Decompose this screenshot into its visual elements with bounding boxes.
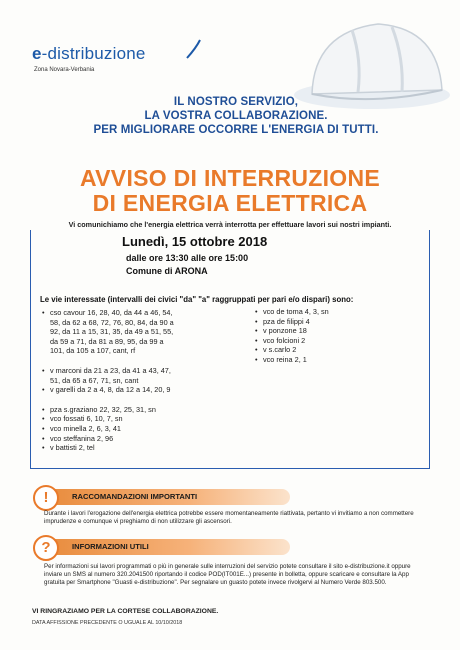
bullet: • (255, 316, 258, 326)
street-text: pza de filippi 4 (263, 316, 310, 326)
bullet: • (42, 308, 45, 317)
street-text: vco reina 2, 1 (263, 354, 307, 364)
schedule-header (122, 234, 267, 276)
e-distribuzione-logo (32, 44, 146, 73)
street-item (255, 336, 405, 346)
slogan (76, 95, 396, 137)
spacer (42, 356, 242, 366)
street-text: v battisti 2, tel (50, 443, 95, 453)
thanks-text: VI RINGRAZIAMO PER LA CORTESE COLLABORAZIONE. (32, 608, 219, 615)
street-item (42, 424, 242, 434)
street-text: v s.carlo 2 (263, 345, 297, 355)
streets-left-column (42, 308, 242, 453)
street-text: v garelli da 2 a 4, 8, da 12 a 14, 20, 9 (50, 385, 171, 395)
bullet: • (255, 354, 258, 364)
notice-title (0, 166, 460, 216)
logo-prefix: e (32, 44, 42, 63)
street-item (42, 434, 242, 444)
street-item (42, 376, 242, 386)
street-item (255, 345, 405, 355)
street-item (42, 385, 242, 395)
street-item (42, 405, 242, 415)
street-text: vco minella 2, 6, 3, 41 (50, 423, 121, 433)
street-item (42, 366, 242, 376)
outage-hours: dalle ore 13:30 alle ore 15:00 (126, 253, 249, 263)
bullet (42, 318, 50, 328)
posting-date: DATA AFFISSIONE PRECEDENTE O UGUALE AL 10/10/2018 (32, 620, 183, 626)
street-item (42, 308, 242, 318)
street-text: vco fossati 6, 10, 7, sn (50, 414, 123, 424)
street-item (42, 443, 242, 453)
streets-title: Le vie interessate (intervalli dei civici "da" "a" raggruppati per pari e/o dispari) sono: (40, 295, 354, 304)
bullet: • (255, 307, 258, 316)
title-line: DI ENERGIA ELETTRICA (92, 190, 368, 216)
street-item (255, 355, 405, 365)
info-text: Per informazioni sui lavori programmati o più in generale sulle interruzioni del servizio potete consultare il sito e-distribuzione.it oppure inviare un SMS al numero 320.2041500 riportando il codice POD(IT001E...) presente in bolletta, oppure scaricare e consultare la App gratuita per Smartphone "Guasti e-distribuzione". Per segnalare un guasto potete invece rivolgervi al Numero Verde 803.500. (44, 563, 411, 586)
bullet (42, 337, 50, 347)
recommendations-banner (40, 489, 290, 505)
street-item (42, 414, 242, 424)
logo-wordmark (32, 44, 146, 64)
street-text: v ponzone 18 (263, 326, 307, 336)
info-label: INFORMAZIONI UTILI (72, 542, 149, 551)
outage-date: Lunedì, 15 ottobre 2018 (122, 234, 268, 249)
street-text: 51, da 65 a 67, 71, sn, cant (50, 375, 139, 385)
spacer (42, 395, 242, 405)
street-text: vco de toma 4, 3, sn (263, 307, 329, 316)
street-text: 92, da 11 a 15, 31, 35, da 49 a 51, 55, (50, 327, 174, 337)
street-text: vco steffanina 2, 96 (50, 433, 114, 443)
logo-rest: -distribuzione (41, 44, 146, 63)
bullet: • (42, 385, 45, 395)
street-text: 101, da 105 a 107, cant, rf (50, 346, 136, 356)
slogan-line: LA VOSTRA COLLABORAZIONE. (144, 110, 328, 122)
street-text: vco folcioni 2 (263, 335, 306, 345)
title-line: AVVISO DI INTERRUZIONE (79, 165, 381, 191)
info-banner (40, 539, 290, 555)
street-item (42, 346, 242, 356)
bullet: • (255, 326, 258, 336)
street-text: da 59 a 71, da 81 a 89, 95, da 99 a (50, 336, 164, 346)
bullet: • (42, 404, 45, 414)
bullet: • (42, 423, 45, 433)
bullet: • (255, 345, 258, 355)
warning-icon: ! (33, 485, 59, 511)
question-icon: ? (33, 535, 59, 561)
zone-label: Zona Novara-Verbania (34, 67, 95, 73)
street-item (255, 317, 405, 327)
streets-right-column (255, 307, 405, 365)
bullet: • (255, 335, 258, 345)
street-item (42, 337, 242, 347)
street-text: cso cavour 16, 28, 40, da 44 a 46, 54, (50, 308, 173, 317)
bullet: • (42, 443, 45, 453)
bullet: • (42, 433, 45, 443)
recommendations-text: Durante i lavori l'erogazione dell'energia elettrica potrebbe essere momentaneamente riattivata, pertanto vi invitiamo a non commettere imprudenze e comunque vi preghiamo di non utilizzare gli ascensori. (44, 510, 414, 525)
outage-comune: Comune di ARONA (126, 266, 208, 276)
bullet (42, 346, 50, 356)
recommendations-label: RACCOMANDAZIONI IMPORTANTI (72, 492, 198, 501)
intro-text: Vi comunichiamo che l'energia elettrica verrà interrotta per effettuare lavori sui nostri impianti. (68, 220, 392, 229)
slogan-line: PER MIGLIORARE OCCORRE L'ENERGIA DI TUTTI. (93, 124, 379, 136)
street-text: 58, da 62 a 68, 72, 76, 80, 84, da 90 a (50, 317, 174, 327)
bullet (42, 327, 50, 337)
bullet: • (42, 414, 45, 424)
street-item (42, 327, 242, 337)
bullet (42, 376, 50, 386)
street-text: pza s.graziano 22, 32, 25, 31, sn (50, 404, 156, 414)
street-text: v marconi da 21 a 23, da 41 a 43, 47, (50, 365, 171, 375)
logo-swoosh-icon (184, 38, 204, 60)
slogan-line: IL NOSTRO SERVIZIO, (173, 96, 299, 108)
street-item (42, 318, 242, 328)
bullet: • (42, 365, 45, 375)
street-item (255, 326, 405, 336)
street-item (255, 307, 405, 317)
